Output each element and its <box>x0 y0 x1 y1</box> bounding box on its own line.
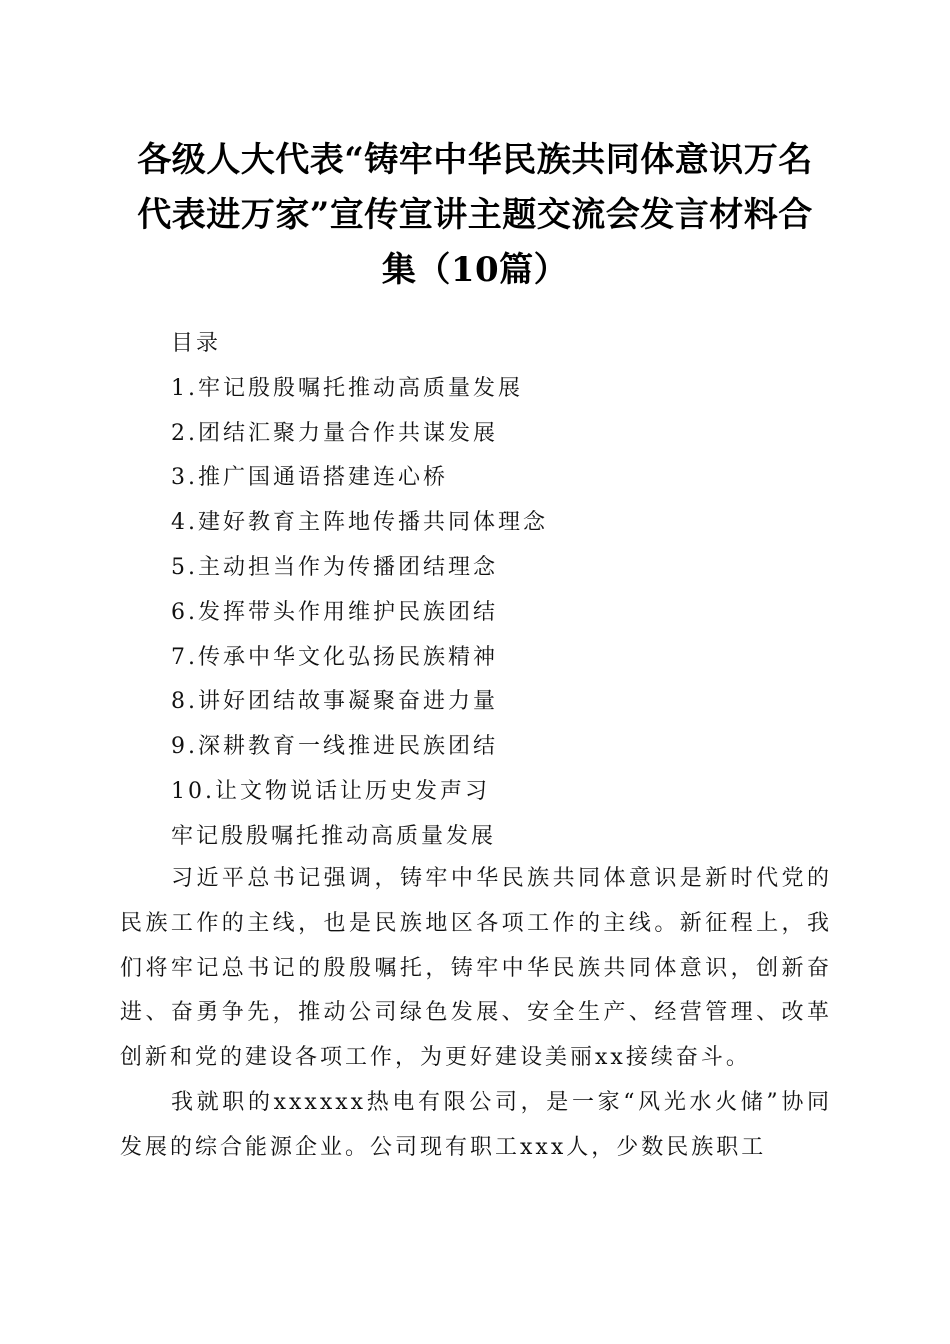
toc-heading: 目录 <box>171 331 222 356</box>
toc-item: 10.让文物说话让历史发声习 <box>171 778 490 804</box>
toc-item: 2.团结汇聚力量合作共谋发展 <box>171 420 498 446</box>
title-line-2: 代表进万家”宣传宣讲主题交流会发言材料合 <box>137 195 813 235</box>
paragraph: 习近平总书记强调，铸牢中华民族共同体意识是新时代党的民族工作的主线，也是民族地区各项工作的主线。新征程上，我们将牢记总书记的殷殷嘱托，铸牢中华民族共同体意识，创新奋进、奋勇争先，推动公司绿色发展、安全生产、经营管理、改革创新和党的建设各项工作，为更好建设美丽xx接续奋斗。 <box>120 866 832 1071</box>
toc-item: 1.牢记殷殷嘱托推动高质量发展 <box>171 375 523 401</box>
table-of-contents <box>171 322 871 860</box>
title-line-1: 各级人大代表“铸牢中华民族共同体意识万名 <box>137 140 813 180</box>
title-line-3: 集（10篇） <box>381 250 569 290</box>
toc-item: 4.建好教育主阵地传播共同体理念 <box>171 510 548 536</box>
section-heading: 牢记殷殷嘱托推动高质量发展 <box>171 823 497 849</box>
toc-item: 5.主动担当作为传播团结理念 <box>171 554 498 580</box>
toc-item: 3.推广国通语搭建连心桥 <box>171 465 448 491</box>
toc-item: 8.讲好团结故事凝聚奋进力量 <box>171 689 498 715</box>
body-text <box>120 857 832 1171</box>
toc-item: 7.传承中华文化弘扬民族精神 <box>171 644 498 670</box>
document-title <box>100 133 850 298</box>
toc-item: 9.深耕教育一线推进民族团结 <box>171 734 498 760</box>
paragraph: 我就职的xxxxxx热电有限公司，是一家“风光水火储”协同发展的综合能源企业。公司现有职工xxx人，少数民族职工 <box>120 1089 832 1160</box>
toc-item: 6.发挥带头作用维护民族团结 <box>171 599 498 625</box>
